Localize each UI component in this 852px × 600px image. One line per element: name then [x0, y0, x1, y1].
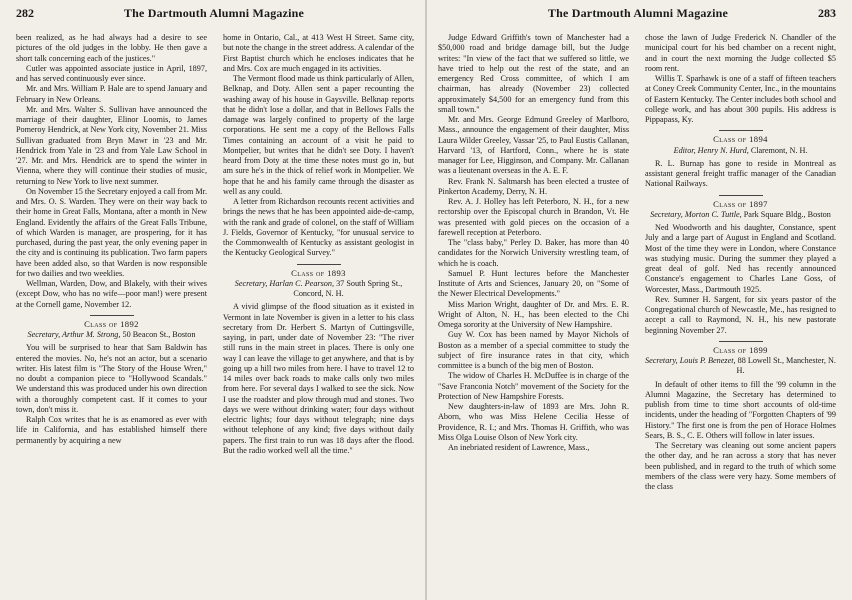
body-paragraph: been realized, as he had always had a desire to see pictures of the old judges in the lobby. He then gave a short talk concerning each of the justices."	[16, 33, 207, 63]
section-rule	[719, 341, 763, 342]
body-paragraph: Judge Edward Griffith's town of Manchester had a $50,000 road and bridge damage bill, but the Judge writes: "In view of the fact that we suffered so little, we have tried to help out the rest of the state, and an emergency Red Cross committee, of which I am chairman, has already (November 23) collected approximately $4,500 for an emergency fund from this small town."	[438, 33, 629, 114]
body-paragraph: Rev. Frank N. Saltmarsh has been elected a trustee of Pinkerton Academy, Derry, N. H.	[438, 176, 629, 196]
body-paragraph: Cutler was appointed associate justice in April, 1897, and has served continuously ever since.	[16, 63, 207, 83]
class-heading: Class of 1899	[713, 344, 768, 355]
left-running-title: The Dartmouth Alumni Magazine	[123, 6, 305, 20]
body-paragraph: The widow of Charles H. McDuffee is in charge of the "Save Franconia Notch" movement of the Society for the Protection of New Hampshire Forests.	[438, 371, 629, 401]
class-heading: Class of 1893	[291, 267, 346, 278]
class-secretary	[223, 279, 414, 300]
secretary-name: Editor, Henry N. Hurd,	[673, 145, 749, 155]
right-running-head	[438, 6, 836, 30]
section-rule	[297, 264, 341, 265]
body-paragraph: The Secretary was cleaning out some ancient papers the other day, and he ran across a story that has never been published, and in regard to the truth of which some members of the class were very hazy. Some members of the class	[645, 441, 836, 491]
right-running-title: The Dartmouth Alumni Magazine	[547, 6, 729, 20]
class-secretary	[645, 356, 836, 377]
section-rule	[719, 130, 763, 131]
body-paragraph: chose the lawn of Judge Frederick N. Chandler of the municipal court for his bed chamber on a recent night, and in court the next morning the Judge collected $5 room rent.	[645, 33, 836, 73]
body-paragraph: Samuel P. Hunt lectures before the Manchester Institute of Arts and Sciences, January 20, on "Some of the Newer Electrical Developments."	[438, 268, 629, 299]
body-paragraph: Willis T. Sparhawk is one of a staff of fifteen teachers at Coney Creek Community Center, Inc., in the mountains of Eastern Kentucky. The Center includes both school and college work, and has about 300 pupils. His address is Pippapass, Ky.	[645, 74, 836, 124]
class-secretary	[16, 330, 207, 340]
body-paragraph: R. L. Burnap has gone to reside in Montreal as assistant general freight traffic manager of the Canadian National Railways.	[645, 158, 836, 189]
secretary-address: 88 Lowell St., Manchester, N. H.	[736, 356, 836, 376]
body-paragraph: home in Ontario, Cal., at 413 West H Street. Same city, but note the change in the street address. A calendar of the First Baptist church which he encloses indicates that he and Mrs. Cox are much engaged in its activities.	[223, 33, 414, 73]
class-heading: Class of 1892	[84, 318, 139, 329]
secretary-address: Park Square Bldg., Boston	[743, 209, 831, 219]
left-running-head	[16, 6, 414, 30]
body-paragraph: Mr. and Mrs. William P. Hale are to spend January and February in New Orleans.	[16, 84, 207, 104]
body-paragraph: Wellman, Warden, Dow, and Blakely, with their wives (except Dow, who has no wife—poor man!) were present at the Cornell game, November 12.	[16, 279, 207, 309]
body-paragraph: The Vermont flood made us think particularly of Allen, Belknap, and Doty. Allen sent a paper recounting the washing away of his house in Gaysville. Belknap reports that he didn't lose a dollar, and that in Bellows Falls the damage was largely confined to property of the large corporations. He sent me a copy of the Bellows Falls Times containing an account of a visit he paid to Montpelier, but writes that he didn't see Doty. I haven't heard from Doty at the time these notes must go in, but am sure he's in the thick of relief work in Montpelier. We hope that he and his family came through the disaster as well as any could.	[223, 74, 414, 196]
secretary-name: Secretary, Harlan C. Pearson,	[234, 278, 335, 288]
left-page-number: 282	[16, 6, 34, 20]
secretary-name: Secretary, Louis P. Benezet,	[645, 356, 736, 365]
section-rule	[90, 315, 134, 316]
body-paragraph: Mr. and Mrs. Walter S. Sullivan have announced the marriage of their daughter, Elinor Loomis, to James Pomeroy Hendrick, at New York city, November 21. Miss Sullivan graduated from Bryn Mawr in '23 and Mr. Hendrick from Yale in '23 and from Yale Law School in '27. Mr. and Mrs. Hendrick are to spend the winter in Vienna, where they will continue their studies of music, returning to New York to live next summer.	[16, 104, 207, 186]
right-column-2	[645, 33, 836, 492]
body-paragraph: On November 15 the Secretary enjoyed a call from Mr. and Mrs. O. S. Warden. They were on their way back to their home in Great Falls, Montana, after a month in New England. Evidently the affairs of the Great Falls Tribune, of which Warden is manager, are prospering, for it has purchased, during the past year, the only evening paper in the city and is continuing its publication. Two farm papers have been added also, so that Warden is now responsible for two dailies and two weeklies.	[16, 186, 207, 278]
right-page-number: 283	[817, 6, 836, 20]
body-paragraph: New daughters-in-law of 1893 are Mrs. John R. Aborn, who was Miss Helene Cecilia Hesse of Providence, R. I.; and Mrs. Thomas H. Griffith, who was Miss Olga Louise Olson of New York city.	[438, 402, 629, 442]
body-paragraph: A vivid glimpse of the flood situation as it existed in Vermont in late November is given in a letter to his class secretary from Dr. Herbert S. Martyn of Cuttingsville, saying, in part, under date of November 23: "The river still runs in the main street in places. There is only one way I can leave the village to get anywhere, and that is by going up a hill two miles from here. I have to travel 12 to 14 miles over back roads to make calls only two miles from here. For several days I walked to see the sick. Now I use the roadster and plow through mud and stones. Two days we were without drinking water; four days without electric lights; four days without telegraph; nine days without telephone of any kind; five days without daily papers. The first train to run was 18 days after the flood. But the radio worked well all the time."	[223, 302, 414, 455]
left-column-2	[223, 33, 414, 456]
body-paragraph: Guy W. Cox has been named by Mayor Nichols of Boston as a member of a special committee to study the subject of fire insurance rates in that city, which committee is a bunch of the big men of Boston.	[438, 330, 629, 370]
left-column-1	[16, 33, 207, 456]
body-paragraph: A letter from Richardson recounts recent activities and brings the news that he has been appointed aide-de-camp, with the rank and grade of colonel, on the staff of William J. Fields, Governor of Kentucky, "for unusual service to the Commonwealth of Kentucky as assistant geologist in the Kentucky Geological Survey."	[223, 197, 414, 258]
body-paragraph: The "class baby," Perley D. Baker, has more than 40 candidates for the Norwich University wrestling team, of which he is coach.	[438, 238, 629, 268]
body-paragraph: Rev. Sumner H. Sargent, for six years pastor of the Congregational church of Newcastle, Me., has resigned to accept a call to Raymond, N. H., his new pastorate beginning November 27.	[645, 294, 836, 335]
section-rule	[719, 195, 763, 196]
class-heading: Class of 1894	[713, 134, 768, 145]
body-paragraph: An inebriated resident of Lawrence, Mass.,	[448, 443, 590, 452]
class-secretary	[645, 210, 836, 220]
body-paragraph: Ralph Cox writes that he is as enamored as ever with life in California, and has established himself there permanently by acquiring a new	[16, 415, 207, 445]
secretary-address: Claremont, N. H.	[750, 145, 808, 155]
secretary-address: 37 South Spring St., Concord, N. H.	[293, 278, 403, 298]
body-paragraph: You will be surprised to hear that Sam Baldwin has entered the movies. No, he's not an actor, but a scenario writer. His latest film is "The Story of the House Wren," no doubt a companion piece to "Hollywood Scandals." We understand this was produced under his own direction with a thoroughly competent cast. If it comes to your town, don't miss it.	[16, 343, 207, 414]
body-paragraph: Rev. A. J. Holley has left Peterboro, N. H., for a new rectorship over the Episcopal church in Brandon, Vt. He was presented with gold pieces on the occasion of a farewell reception at Peterboro.	[438, 197, 629, 237]
body-paragraph: Ned Woodworth and his daughter, Constance, spent July and a large part of August in England and Scotland. Most of the time they were in London, where Constance was studying music. During the summer they played a great deal of golf. Ned has recently announced Constance's engagement to Charles Lane Goss, of Worcester, Mass., Dartmouth 1925.	[645, 223, 836, 294]
class-secretary	[645, 146, 836, 156]
secretary-address: 50 Beacon St., Boston	[122, 330, 196, 339]
right-column-1	[438, 33, 629, 492]
class-heading: Class of 1897	[713, 198, 768, 209]
secretary-name: Secretary, Morton C. Tuttle,	[650, 209, 742, 219]
right-page	[426, 0, 852, 600]
body-paragraph: Mr. and Mrs. George Edmund Greeley of Marlboro, Mass., announce the engagement of their daughter, Miss Laura Wilder Greeley, Vassar '25, to Paul Eustis Callanan, Harvard '13, of Hartford, Conn., where he is state manager for Lee, Higginson, and Company. Mr. Callanan was a lieutenant overseas in the A. E. F.	[438, 115, 629, 176]
secretary-name: Secretary, Arthur M. Strong,	[27, 330, 121, 339]
body-paragraph: In default of other items to fill the '99 column in the Alumni Magazine, the Secretary has determined to publish from time to time short accounts of old-time incidents, under the heading of "Forgotten Chapters of '99 History." The first one is from the pen of Horace Holmes Sears, B. S., C. E. Others will follow in later issues.	[645, 379, 836, 440]
body-paragraph: Miss Marion Wright, daughter of Dr. and Mrs. E. R. Wright of Alton, N. H., has been elected to the Chi Omega sorority at the University of New Hampshire.	[438, 299, 629, 329]
